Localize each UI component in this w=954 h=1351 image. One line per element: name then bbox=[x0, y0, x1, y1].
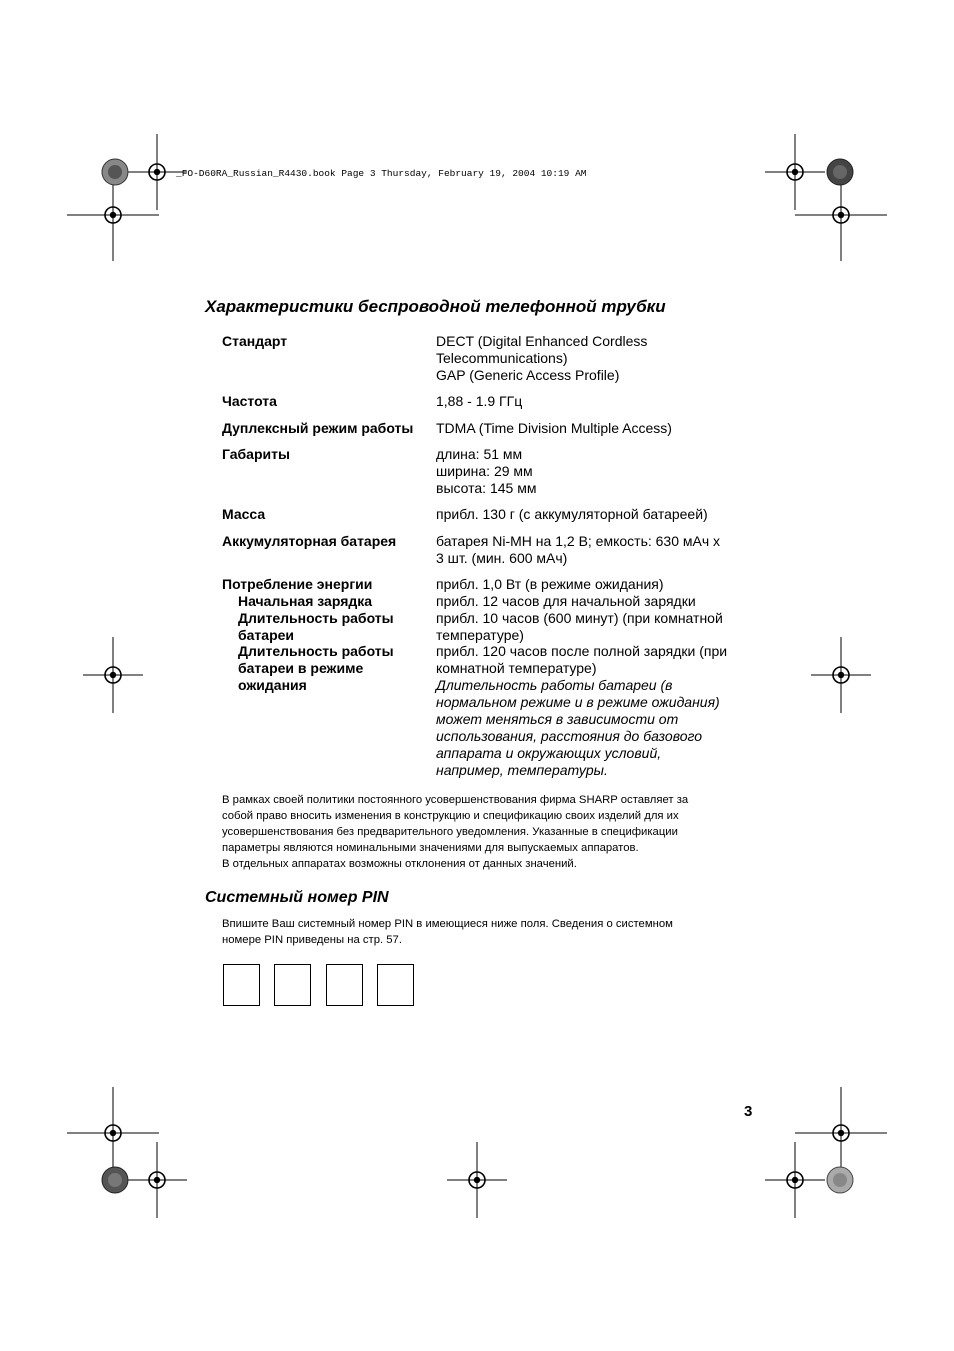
spec-label-dimensions: Габариты bbox=[222, 446, 290, 462]
spec-label-frequency: Частота bbox=[222, 393, 277, 409]
spec-label-weight: Масса bbox=[222, 506, 266, 522]
spec-label-battery-life: батареи bbox=[238, 627, 295, 643]
registration-mark-icon bbox=[127, 1142, 187, 1218]
starburst-target-icon bbox=[102, 1167, 128, 1193]
pin-digit-box bbox=[326, 964, 363, 1006]
spec-label-standby-life: Длительность работы bbox=[238, 643, 394, 659]
disclaimer-line: усовершенствования без предварительного уведомления. Указанные в спецификации bbox=[222, 826, 678, 838]
print-header: _FO-D60RA_Russian_R4430.book Page 3 Thursday, February 19, 2004 10:19 AM bbox=[176, 168, 587, 179]
spec-value: Telecommunications) bbox=[436, 350, 568, 366]
registration-mark-icon bbox=[83, 637, 143, 713]
battery-note: может меняться в зависимости от bbox=[436, 711, 679, 727]
pin-digit-box bbox=[377, 964, 414, 1006]
registration-mark-icon bbox=[811, 637, 871, 713]
battery-note: например, температуры. bbox=[436, 762, 608, 778]
spec-value: прибл. 130 г (с аккумуляторной батареей) bbox=[436, 506, 708, 522]
spec-value: батарея Ni-MH на 1,2 В; емкость: 630 мАч x bbox=[436, 533, 721, 549]
page-number: 3 bbox=[744, 1103, 753, 1120]
disclaimer-line: В отдельных аппаратах возможны отклонения от данных значений. bbox=[222, 858, 577, 870]
spec-value: прибл. 120 часов после полной зарядки (при bbox=[436, 643, 728, 659]
spec-value: прибл. 1,0 Вт (в режиме ожидания) bbox=[436, 576, 664, 592]
registration-mark-icon bbox=[765, 134, 825, 210]
spec-label-power: Потребление энергии bbox=[222, 576, 373, 592]
spec-label-standby-life: ожидания bbox=[238, 677, 307, 693]
spec-value: TDMA (Time Division Multiple Access) bbox=[436, 420, 672, 436]
battery-note: Длительность работы батареи (в bbox=[436, 677, 673, 693]
spec-label-initial-charge: Начальная зарядка bbox=[238, 593, 373, 609]
spec-label-standby-life: батареи в режиме bbox=[238, 660, 364, 676]
battery-note: нормальном режиме и в режиме ожидания) bbox=[436, 694, 720, 710]
spec-label-battery-life: Длительность работы bbox=[238, 610, 394, 626]
spec-label-standard: Стандарт bbox=[222, 333, 288, 349]
pin-digit-box bbox=[223, 964, 260, 1006]
pin-instructions: Впишите Ваш системный номер PIN в имеющиеся ниже поля. Сведения о системном bbox=[222, 918, 673, 930]
registration-mark-icon bbox=[795, 1087, 887, 1179]
starburst-target-icon bbox=[827, 159, 853, 185]
registration-mark-icon bbox=[765, 1142, 825, 1218]
spec-value: 3 шт. (мин. 600 мАч) bbox=[436, 550, 568, 566]
spec-value: комнатной температуре) bbox=[436, 660, 597, 676]
spec-value: ширина: 29 мм bbox=[436, 463, 533, 479]
disclaimer-line: В рамках своей политики постоянного усовершенствования фирма SHARP оставляет за bbox=[222, 794, 689, 806]
disclaimer-line: собой право вносить изменения в конструкцию и спецификацию своих изделий для их bbox=[222, 810, 679, 822]
starburst-target-icon bbox=[102, 159, 128, 185]
pin-digit-box bbox=[274, 964, 311, 1006]
pin-instructions: номере PIN приведены на стр. 57. bbox=[222, 934, 402, 946]
section-title: Характеристики беспроводной телефонной трубки bbox=[205, 297, 666, 316]
spec-value: прибл. 12 часов для начальной зарядки bbox=[436, 593, 696, 609]
spec-label-battery: Аккумуляторная батарея bbox=[222, 533, 397, 549]
spec-value: прибл. 10 часов (600 минут) (при комнатной bbox=[436, 610, 723, 626]
registration-mark-icon bbox=[67, 1087, 159, 1179]
spec-value: высота: 145 мм bbox=[436, 480, 537, 496]
pin-section-title: Системный номер PIN bbox=[205, 889, 389, 906]
spec-value: температуре) bbox=[436, 627, 524, 643]
spec-value: длина: 51 мм bbox=[436, 446, 523, 462]
registration-mark-icon bbox=[447, 1142, 507, 1218]
starburst-target-icon bbox=[827, 1167, 853, 1193]
battery-note: аппарата и окружающих условий, bbox=[436, 745, 662, 761]
spec-label-duplex: Дуплексный режим работы bbox=[222, 420, 414, 436]
disclaimer-line: параметры являются номинальными значениями для выпускаемых аппаратов. bbox=[222, 842, 639, 854]
spec-value: GAP (Generic Access Profile) bbox=[436, 367, 620, 383]
battery-note: использования, расстояния до базового bbox=[436, 728, 703, 744]
spec-value: DECT (Digital Enhanced Cordless bbox=[436, 333, 648, 349]
spec-value: 1,88 - 1.9 ГГц bbox=[436, 393, 523, 409]
